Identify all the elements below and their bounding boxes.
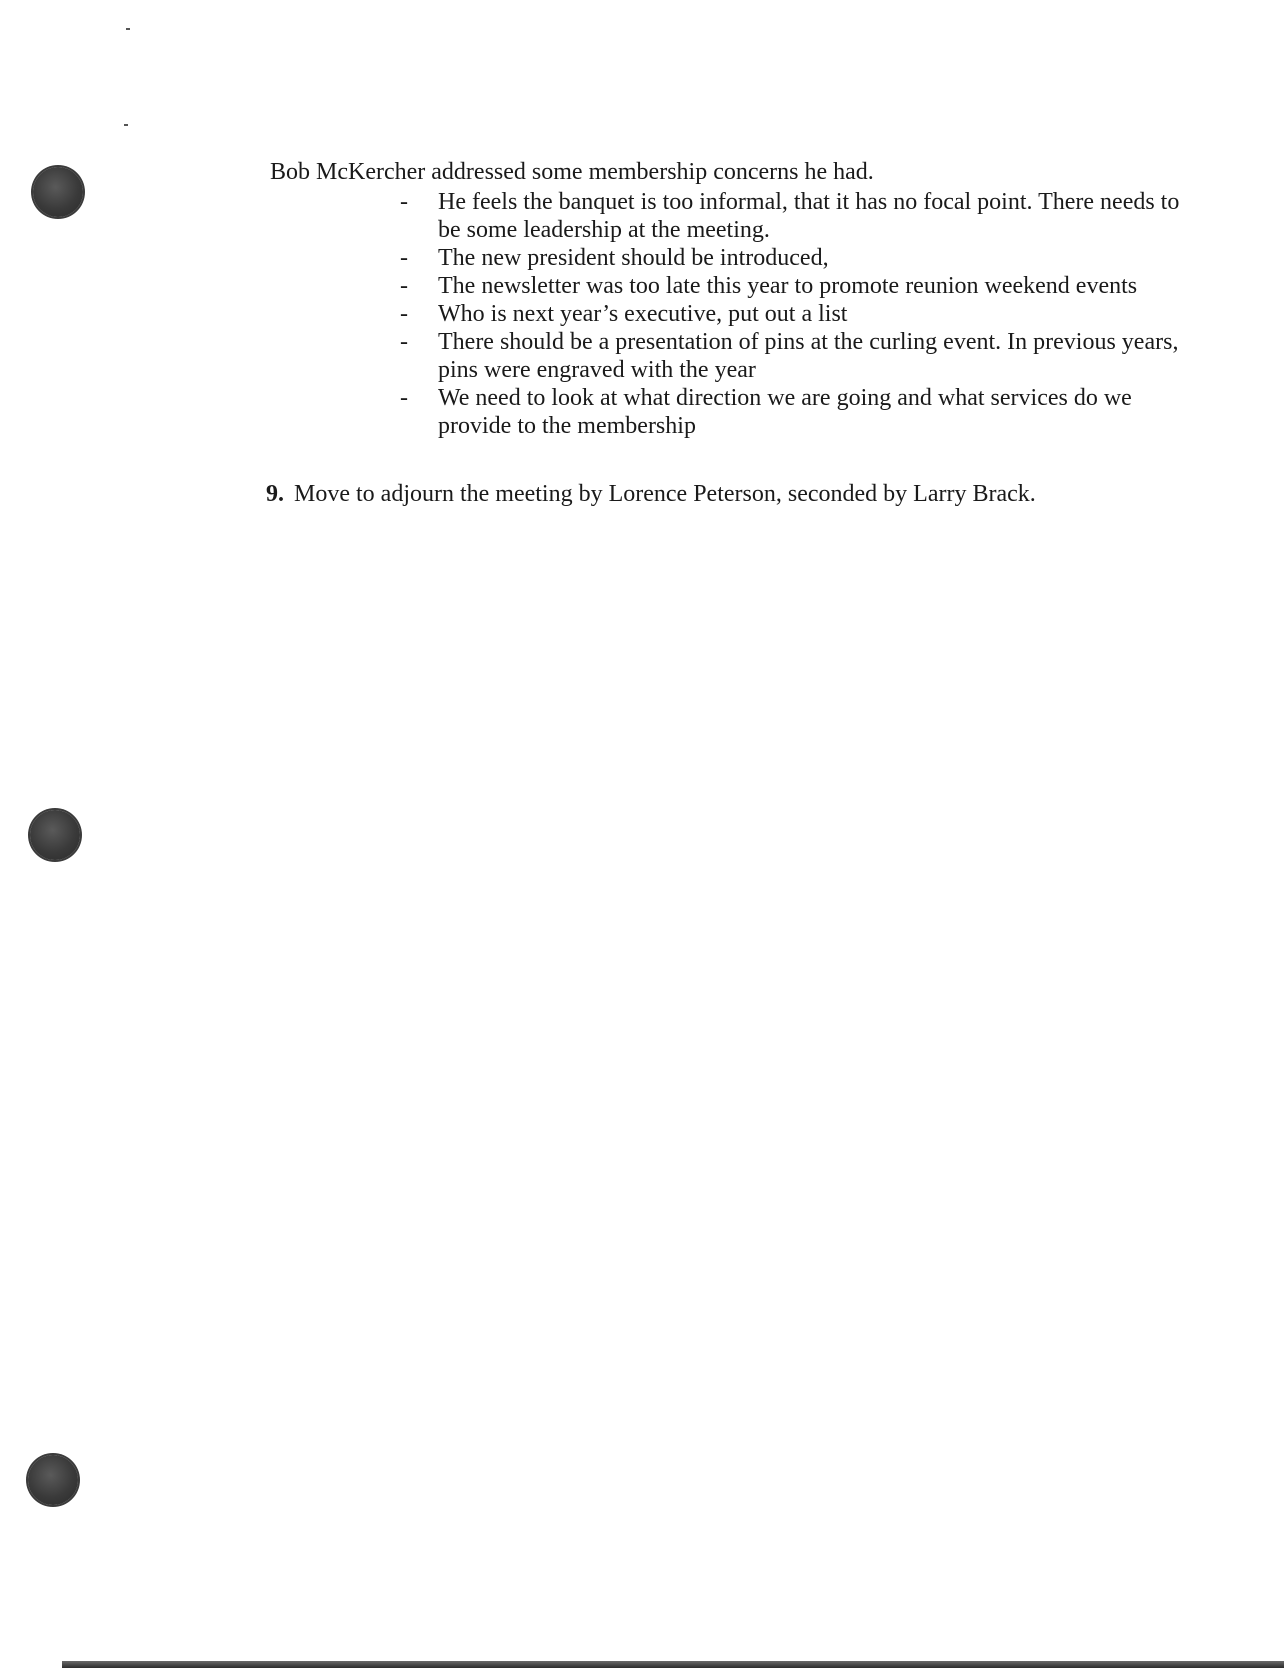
item-number: 9. [266, 481, 284, 507]
list-item [400, 188, 1190, 244]
list-item-text: The new president should be introduced, [438, 245, 829, 271]
punch-hole [30, 810, 80, 860]
punch-hole [28, 1455, 78, 1505]
concerns-list [400, 188, 1190, 440]
list-item-text: He feels the banquet is too informal, that it has no focal point. There needs to be some leadership at the meeting. [438, 189, 1180, 243]
scan-edge-bar [62, 1661, 1284, 1668]
list-item [400, 244, 1190, 272]
list-item-text: There should be a presentation of pins at the curling event. In previous years, pins were engraved with the year [438, 329, 1179, 383]
list-item [400, 300, 1190, 328]
list-item [400, 384, 1190, 440]
scan-speck [126, 28, 130, 30]
bullet-dash: - [400, 301, 408, 327]
list-item-text: We need to look at what direction we are going and what services do we provide to the membership [438, 385, 1132, 439]
bullet-dash: - [400, 329, 408, 355]
list-item-text: Who is next year’s executive, put out a list [438, 301, 848, 327]
list-item [400, 328, 1190, 384]
numbered-item-9 [266, 480, 1036, 508]
bullet-dash: - [400, 385, 408, 411]
intro-paragraph: Bob McKercher addressed some membership concerns he had. [270, 159, 874, 185]
list-item [400, 272, 1190, 300]
item-text: Move to adjourn the meeting by Lorence Peterson, seconded by Larry Brack. [294, 481, 1036, 507]
list-item-text: The newsletter was too late this year to promote reunion weekend events [438, 273, 1138, 299]
bullet-dash: - [400, 273, 408, 299]
bullet-dash: - [400, 245, 408, 271]
bullet-dash: - [400, 189, 408, 215]
punch-hole [33, 167, 83, 217]
scan-speck [124, 124, 128, 126]
